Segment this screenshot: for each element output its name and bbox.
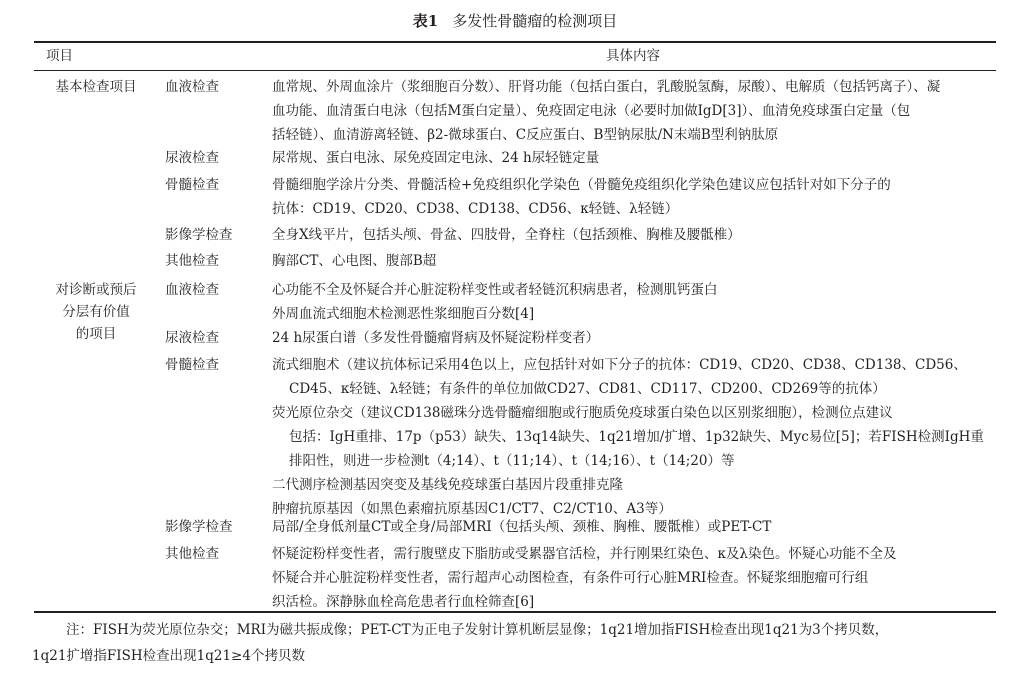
- content-line: 尿常规、蛋白电泳、尿免疫固定电泳、24 h尿轻链定量: [272, 150, 600, 166]
- row-label: 血液检查: [165, 282, 219, 298]
- table-top-rule: [34, 41, 996, 43]
- row-label: 尿液检查: [165, 150, 219, 166]
- caption-label: 表1: [412, 12, 439, 30]
- row-label: 影像学检查: [165, 519, 233, 535]
- row-content: [272, 146, 996, 170]
- table-footnote: [32, 617, 1000, 669]
- content-line: 胸部CT、心电图、腹部B超: [272, 253, 437, 269]
- footnote-line: 注：FISH为荧光原位杂交；MRI为磁共振成像；PET-CT为正电子发射计算机断层显像；1q21增加指FISH检查出现1q21为3个拷贝数，: [66, 622, 889, 638]
- content-line: 抗体：CD19、CD20、CD38、CD138、CD56、κ轻链、λ轻链）: [272, 201, 679, 217]
- row-content: [272, 353, 996, 521]
- content-line: 荧光原位杂交（建议CD138磁珠分选骨髓瘤细胞或行胞质免疫球蛋白染色以区别浆细胞），检测位点建议: [272, 405, 893, 421]
- content-line: 骨髓细胞学涂片分类、骨髓活检+免疫组织化学染色（骨髓免疫组织化学染色建议应包括针对如下分子的: [272, 177, 891, 193]
- table-bottom-rule: [34, 611, 996, 613]
- row-label: 骨髓检查: [165, 177, 219, 193]
- content-line: 怀疑合并心脏淀粉样变性者，需行超声心动图检查，有条件可行心脏MRI检查。怀疑浆细胞瘤可行组: [272, 570, 869, 586]
- table-caption: [0, 10, 1030, 32]
- row-label: 其他检查: [165, 253, 219, 269]
- content-line: 流式细胞术（建议抗体标记采用4色以上，应包括针对如下分子的抗体：CD19、CD20、CD38、CD138、CD56、: [272, 357, 967, 373]
- content-line: 血常规、外周血涂片（浆细胞百分数）、肝肾功能（包括白蛋白，乳酸脱氢酶，尿酸）、电解质（包括钙离子）、凝: [272, 79, 941, 95]
- row-content: [272, 542, 996, 614]
- row-content: [272, 75, 996, 147]
- category-prognostic: 对诊断或预后 分层有价值 的项目: [55, 282, 137, 342]
- content-line: 外周血流式细胞术检测恶性浆细胞百分数[4]: [272, 306, 535, 322]
- content-line: 全身X线平片，包括头颅、骨盆、四肢骨，全脊柱（包括颈椎、胸椎及腰骶椎）: [272, 227, 741, 243]
- content-line: 织活检。深静脉血栓高危患者行血栓筛查[6]: [272, 594, 535, 610]
- row-label: 血液检查: [165, 79, 219, 95]
- header-content: 具体内容: [606, 48, 660, 64]
- row-label: 其他检查: [165, 546, 219, 562]
- content-line: 局部/全身低剂量CT或全身/局部MRI（包括头颅、颈椎、胸椎、腰骶椎）或PET-CT: [272, 519, 772, 535]
- row-content: [272, 515, 996, 539]
- category-basic: 基本检查项目: [55, 79, 137, 95]
- content-line: 24 h尿蛋白谱（多发性骨髓瘤肾病及怀疑淀粉样变者）: [272, 330, 600, 346]
- content-line: 包括：IgH重排、17p（p53）缺失、13q14缺失、1q21增加/扩增、1p32缺失、Myc易位[5]；若FISH检测IgH重: [289, 429, 984, 445]
- content-line: 心功能不全及怀疑合并心脏淀粉样变性或者轻链沉积病患者，检测肌钙蛋白: [272, 282, 718, 298]
- row-content: [272, 278, 996, 326]
- row-label: 影像学检查: [165, 227, 233, 243]
- content-line: 肿瘤抗原基因（如黑色素瘤抗原基因C1/CT7、C2/CT10、A3等）: [272, 501, 672, 517]
- content-line: 括轻链）、血清游离轻链、β2-微球蛋白、C反应蛋白、B型钠尿肽/N末端B型利钠肽原: [272, 127, 779, 143]
- table-header-rule: [34, 70, 996, 71]
- content-line: CD45、κ轻链、λ轻链；有条件的单位加做CD27、CD81、CD117、CD200、CD269等的抗体）: [289, 381, 886, 397]
- header-item: 项目: [46, 48, 73, 64]
- caption-title: 多发性骨髓瘤的检测项目: [452, 12, 618, 30]
- footnote-line: 1q21扩增指FISH检查出现1q21≥4个拷贝数: [32, 648, 305, 664]
- row-content: [272, 249, 996, 273]
- row-content: [272, 173, 996, 221]
- content-line: 血功能、血清蛋白电泳（包括M蛋白定量）、免疫固定电泳（必要时加做IgD[3]）、血清免疫球蛋白定量（包: [272, 103, 911, 119]
- row-content: [272, 326, 996, 350]
- row-content: [272, 223, 996, 247]
- content-line: 二代测序检测基因突变及基线免疫球蛋白基因片段重排克隆: [272, 477, 623, 493]
- row-label: 尿液检查: [165, 330, 219, 346]
- content-line: 怀疑淀粉样变性者，需行腹壁皮下脂肪或受累器官活检，并行刚果红染色、κ及λ染色。怀疑心功能不全及: [272, 546, 897, 562]
- row-label: 骨髓检查: [165, 357, 219, 373]
- content-line: 排阳性，则进一步检测t（4;14）、t（11;14）、t（14;16）、t（14;20）等: [289, 453, 735, 469]
